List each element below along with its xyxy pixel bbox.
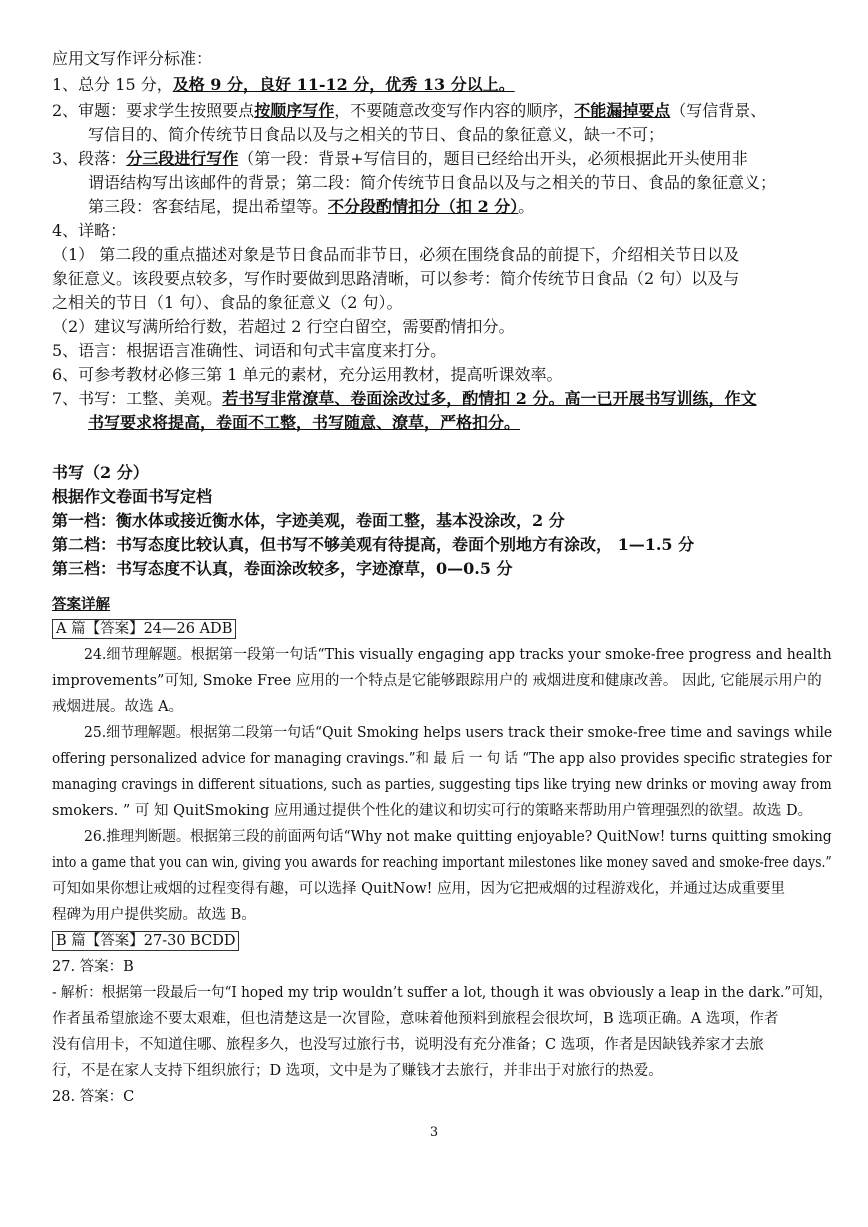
q26-line-1: 26.推理判断题。根据第三段的前面两句话“Why not make quitting enjoyable? QuitNow! turns quitting smoking [84,829,832,845]
rubric-item-3-cont2: 第三段：客套结尾，提出希望等。不分段酌情扣分（扣 2 分）。 [88,197,535,216]
rubric-item-5: 5、语言：根据语言准确性、词语和句式丰富度来打分。 [52,341,447,360]
q25-line-2: offering personalized advice for managing cravings.”和 最 后 一 句 话 “The app also provides specific strategies for [52,751,832,767]
section-b-answer: B 篇【答案】27-30 BCDD [52,930,239,952]
handwriting-tier-2: 第二档：书写态度比较认真，但书写不够美观有待提高，卷面个别地方有涂改， 1—1.5 分 [52,535,695,554]
rubric-item-4: 4、详略： [52,221,127,240]
q25-line-4: smokers. ” 可 知 QuitSmoking 应用通过提供个性化的建议和切实可行的策略来帮助用户管理强烈的欲望。故选 D。 [52,803,813,819]
handwriting-title: 书写（2 分） [52,463,149,482]
q27-answer: 27. 答案：B [52,959,134,975]
q27-analysis-4: 行，不是在家人支持下组织旅行；D 选项，文中是为了赚钱才去旅行，并非出于对旅行的热爱。 [52,1063,663,1079]
q27-analysis-1: - 解析：根据第一段最后一句“I hoped my trip wouldn’t suffer a lot, though it was obviously a leap in the dark.”可知， [52,985,833,1001]
q24-line-3: 戒烟进展。故选 A。 [52,699,184,715]
rubric-item-4-1: （1） 第二段的重点描述对象是节日食品而非节日，必须在围绕食品的前提下，介绍相关节日以及 [52,245,740,264]
q26-line-4: 程碑为用户提供奖励。故选 B。 [52,907,256,923]
rubric-title: 应用文写作评分标准： [52,49,213,68]
rubric-item-4-1-cont2: 之相关的节日（1 句）、食品的象征意义（2 句）。 [52,293,403,312]
handwriting-subtitle: 根据作文卷面书写定档 [52,487,213,506]
rubric-item-2: 2、审题：要求学生按照要点按顺序写作，不要随意改变写作内容的顺序，不能漏掉要点（写信背景、 [52,101,767,120]
rubric-item-2-cont: 写信目的、简介传统节日食品以及与之相关的节日、食品的象征意义，缺一不可； [88,125,665,144]
q24-line-2: improvements”可知, Smoke Free 应用的一个特点是它能够跟踪用户的 戒烟进度和健康改善。 因此, 它能展示用户的 [52,673,822,689]
rubric-item-7: 7、书写：工整、美观。若书写非常潦草、卷面涂改过多，酌情扣 2 分。高一已开展书写训练，作文 [52,389,757,408]
q26-line-3: 可知如果你想让戒烟的过程变得有趣，可以选择 QuitNow! 应用，因为它把戒烟的过程游戏化，并通过达成重要里 [52,881,786,897]
q24-line-1: 24.细节理解题。根据第一段第一句话“This visually engaging app tracks your smoke-free progress and health [84,647,832,663]
section-a-answer: A 篇【答案】24—26 ADB [52,618,236,640]
q26-line-2: into a game that you can win, giving you awards for reaching important milestones like money saved and smoke-free days.” [52,855,832,871]
handwriting-tier-3: 第三档：书写态度不认真，卷面涂改较多，字迹潦草，0—0.5 分 [52,559,513,578]
rubric-item-3-cont: 谓语结构写出该邮件的背景；第二段：简介传统节日食品以及与之相关的节日、食品的象征意义； [88,173,777,192]
rubric-item-6: 6、可参考教材必修三第 1 单元的素材，充分运用教材，提高听课效率。 [52,365,563,384]
q28-answer: 28. 答案：C [52,1089,135,1105]
rubric-item-1: 1、总分 15 分，及格 9 分，良好 11-12 分，优秀 13 分以上。 [52,75,515,94]
page-number: 3 [429,1125,439,1140]
handwriting-tier-1: 第一档：衡水体或接近衡水体，字迹美观，卷面工整，基本没涂改，2 分 [52,511,565,530]
rubric-item-4-1-cont: 象征意义。该段要点较多，写作时要做到思路清晰，可以参考：简介传统节日食品（2 句）以及与 [52,269,740,288]
rubric-item-4-2: （2）建议写满所给行数，若超过 2 行空白留空，需要酌情扣分。 [52,317,515,336]
q27-analysis-3: 没有信用卡，不知道住哪、旅程多久，也没写过旅行书，说明没有充分准备；C 选项，作者是因缺钱养家才去旅 [52,1037,764,1053]
q25-line-1: 25.细节理解题。根据第二段第一句话“Quit Smoking helps users track their smoke-free time and savings while [84,725,833,741]
rubric-item-3: 3、段落：分三段进行写作（第一段：背景+写信目的，题目已经给出开头，必须根据此开头使用非 [52,149,748,168]
q27-analysis-2: 作者虽希望旅途不要太艰难，但也清楚这是一次冒险，意味着他预料到旅程会很坎坷，B 选项正确。A 选项，作者 [52,1011,779,1027]
q25-line-3: managing cravings in different situations, such as parties, suggesting tips like trying new drinks or moving away from [52,777,832,793]
rubric-item-7-cont: 书写要求将提高，卷面不工整，书写随意、潦草，严格扣分。 [88,413,521,432]
answers-heading: 答案详解 [52,596,110,613]
